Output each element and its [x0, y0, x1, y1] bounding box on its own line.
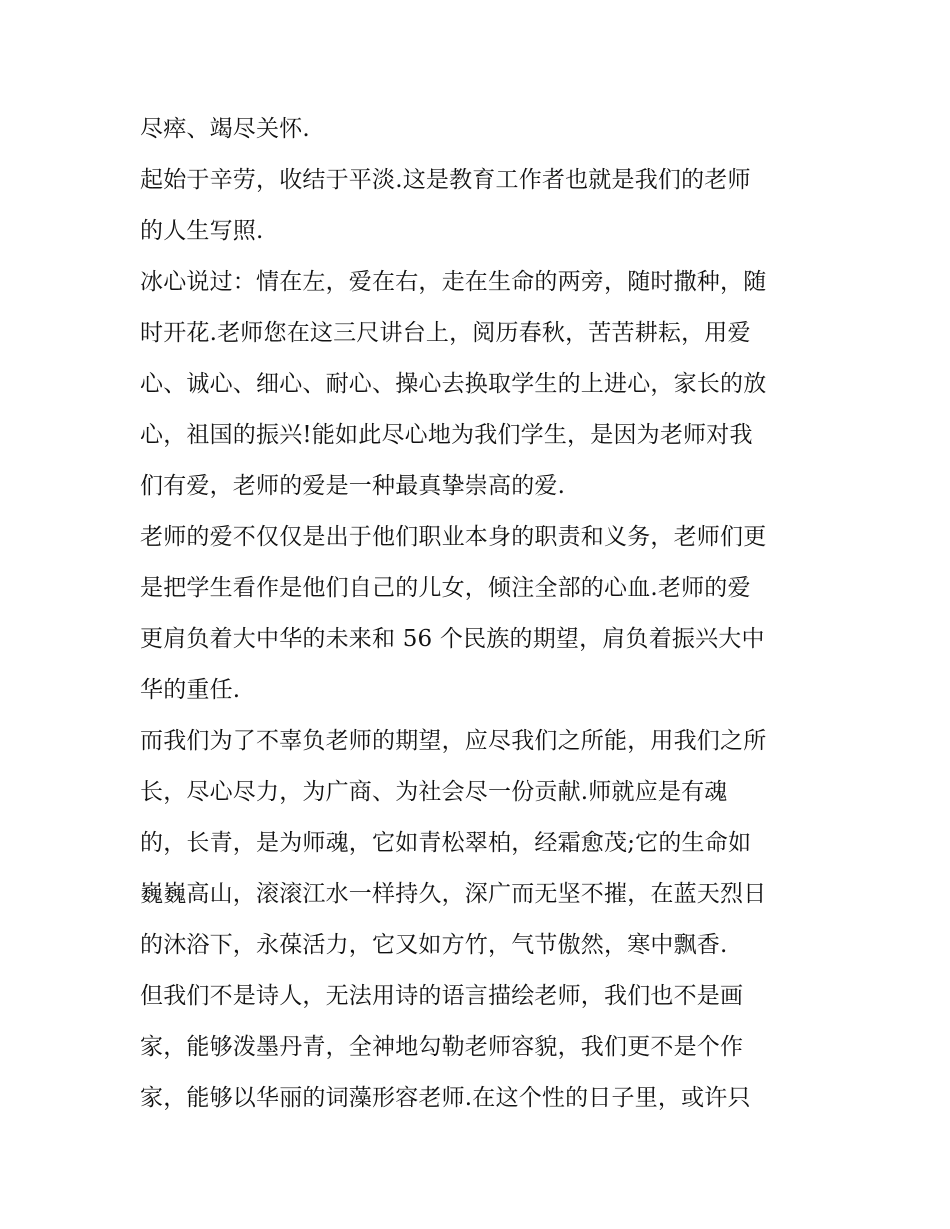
- text-line: 冰心说过：情在左，爱在右，走在生命的两旁，随时撒种，随: [140, 269, 767, 295]
- text-line: 更肩负着大中华的未来和 56 个民族的期望，肩负着振兴大中: [140, 626, 765, 652]
- text-line: 老师的爱不仅仅是出于他们职业本身的职责和义务，老师们更: [140, 524, 767, 550]
- text-line: 华的重任.: [140, 677, 241, 703]
- text-line: 时开花.老师您在这三尺讲台上，阅历春秋，苦苦耕耘，用爱: [140, 320, 751, 346]
- text-line: 的沐浴下，永葆活力，它又如方竹，气节傲然，寒中飘香.: [140, 932, 728, 958]
- text-line: 长，尽心尽力，为广商、为社会尽一份贡献.师就应是有魂: [140, 779, 728, 805]
- text-line: 家，能够泼墨丹青，全神地勾勒老师容貌，我们更不是个作: [140, 1034, 744, 1060]
- text-line: 的，长青，是为师魂，它如青松翠柏，经霜愈茂;它的生命如: [140, 830, 752, 856]
- text-line: 们有爱，老师的爱是一种最真挚崇高的爱.: [140, 473, 566, 499]
- text-line: 的人生写照.: [140, 218, 264, 244]
- text-line: 起始于辛劳，收结于平淡.这是教育工作者也就是我们的老师: [140, 167, 751, 193]
- text-line: 巍巍高山，滚滚江水一样持久，深广而无坚不摧，在蓝天烈日: [140, 881, 767, 907]
- text-line: 尽瘁、竭尽关怀.: [140, 116, 310, 142]
- text-line: 但我们不是诗人，无法用诗的语言描绘老师，我们也不是画: [140, 983, 744, 1009]
- text-line: 心、诚心、细心、耐心、操心去换取学生的上进心，家长的放: [140, 371, 767, 397]
- text-line: 是把学生看作是他们自己的儿女，倾注全部的心血.老师的爱: [140, 575, 751, 601]
- text-line: 心，祖国的振兴!能如此尽心地为我们学生，是因为老师对我: [140, 422, 753, 448]
- text-line: 而我们为了不辜负老师的期望，应尽我们之所能，用我们之所: [140, 728, 767, 754]
- text-line: 家，能够以华丽的词藻形容老师.在这个性的日子里，或许只: [140, 1085, 751, 1111]
